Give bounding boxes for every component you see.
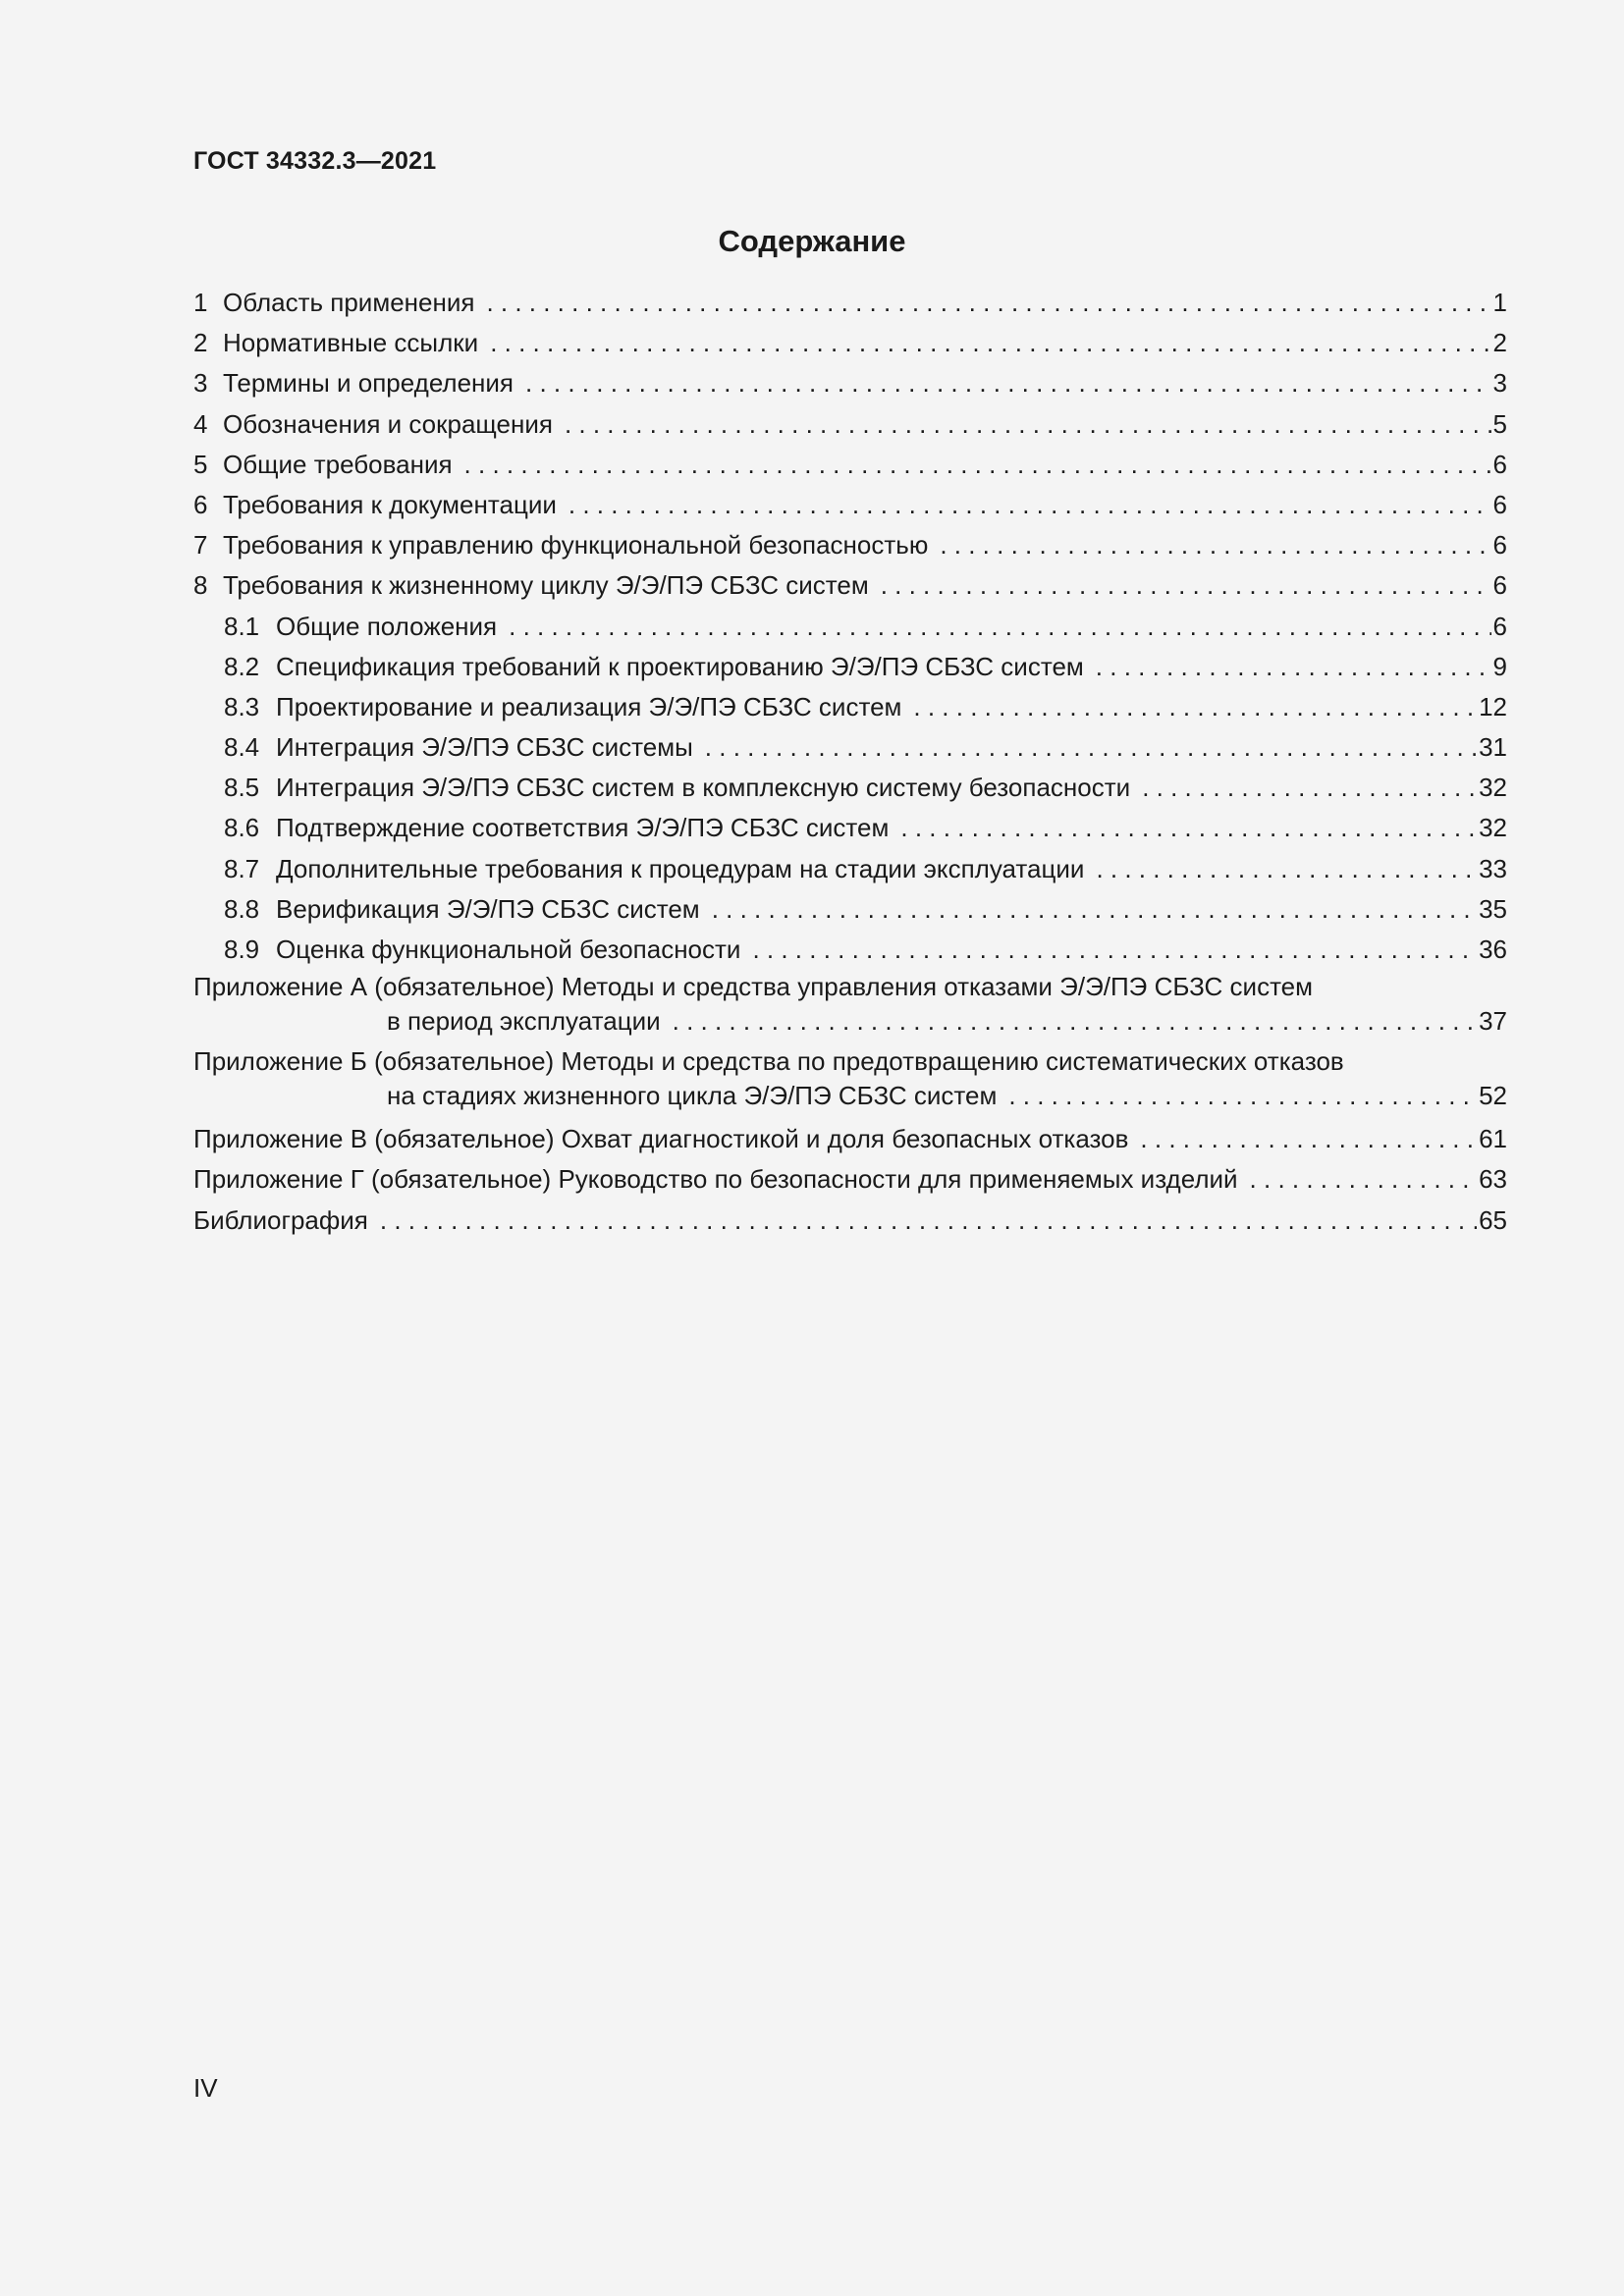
toc-entry-title: Термины и определения xyxy=(223,368,514,399)
toc-entry-title-continued: в период эксплуатации xyxy=(387,1006,661,1037)
toc-entry-page: 6 xyxy=(1492,530,1507,561)
toc-entry-number: 8.6 xyxy=(224,813,260,843)
dot-leader xyxy=(490,323,1490,363)
toc-entry-number: 8.3 xyxy=(224,691,260,721)
dot-leader xyxy=(565,404,1491,445)
toc-entry-number: 6 xyxy=(193,489,208,519)
toc-entry-page: 1 xyxy=(1492,288,1507,317)
toc-entry-title: Приложение Б (обязательное) Методы и средства по предотвращению систематических отказов xyxy=(193,1046,1344,1077)
toc-subentry[interactable] xyxy=(193,727,1507,768)
toc-entry-number: 8.9 xyxy=(224,934,260,964)
toc-entry-page: 32 xyxy=(1479,773,1507,803)
toc-entry-title: Спецификация требований к проектированию Э/Э/ПЭ СБЗС систем xyxy=(276,651,1084,681)
toc-appendix-g[interactable] xyxy=(193,1159,1507,1200)
dot-leader xyxy=(913,687,1477,727)
toc-entry[interactable] xyxy=(193,363,1507,403)
toc-entry[interactable] xyxy=(193,323,1507,363)
toc-entry-title: Интеграция Э/Э/ПЭ СБЗС систем в комплексную систему безопасности xyxy=(276,773,1131,803)
toc-entry[interactable] xyxy=(193,525,1507,565)
toc-entry-page: 65 xyxy=(1479,1204,1507,1235)
dot-leader xyxy=(900,808,1477,848)
toc-entry-page: 6 xyxy=(1492,570,1507,601)
document-id: ГОСТ 34332.3—2021 xyxy=(193,147,437,175)
dot-leader xyxy=(1142,768,1477,808)
dot-leader xyxy=(940,525,1490,565)
dot-leader xyxy=(1250,1159,1478,1200)
table-of-contents xyxy=(193,283,1507,1241)
dot-leader xyxy=(1096,849,1477,889)
dot-leader xyxy=(673,1004,1477,1039)
dot-leader xyxy=(509,607,1490,647)
toc-entry[interactable] xyxy=(193,485,1507,525)
toc-entry-title: Приложение А (обязательное) Методы и средства управления отказами Э/Э/ПЭ СБЗС систем xyxy=(193,972,1314,1002)
toc-entry-number: 8.7 xyxy=(224,853,260,883)
dot-leader xyxy=(752,930,1477,970)
toc-entry-number: 5 xyxy=(193,449,208,479)
toc-entry-page: 52 xyxy=(1479,1081,1507,1111)
toc-entry[interactable] xyxy=(193,445,1507,485)
toc-entry-number: 8.2 xyxy=(224,651,260,681)
toc-entry-title: Общие положения xyxy=(276,611,498,641)
toc-entry-title: Требования к жизненному циклу Э/Э/ПЭ СБЗС систем xyxy=(223,570,869,601)
toc-entry-title: Верификация Э/Э/ПЭ СБЗС систем xyxy=(276,893,700,924)
toc-entry-number: 3 xyxy=(193,368,208,399)
toc-entry-title: Требования к управлению функциональной безопасностью xyxy=(223,530,929,561)
toc-entry[interactable] xyxy=(193,283,1507,323)
toc-entry-number: 8.4 xyxy=(224,732,260,763)
dot-leader xyxy=(568,485,1491,525)
toc-entry-title: Подтверждение соответствия Э/Э/ПЭ СБЗС систем xyxy=(276,813,890,843)
toc-entry-page: 5 xyxy=(1492,408,1507,439)
dot-leader xyxy=(705,727,1477,768)
toc-subentry[interactable] xyxy=(193,607,1507,647)
toc-entry-number: 1 xyxy=(193,288,208,317)
dot-leader xyxy=(1096,647,1491,687)
toc-subentry[interactable] xyxy=(193,849,1507,889)
toc-entry-title: Интеграция Э/Э/ПЭ СБЗС системы xyxy=(276,732,693,763)
toc-appendix-v[interactable] xyxy=(193,1119,1507,1159)
toc-entry-number: 8 xyxy=(193,570,208,601)
toc-subentry[interactable] xyxy=(193,768,1507,808)
toc-entry-number: 2 xyxy=(193,328,208,358)
dot-leader xyxy=(1140,1119,1477,1159)
toc-entry-title: Проектирование и реализация Э/Э/ПЭ СБЗС систем xyxy=(276,691,902,721)
page-number: IV xyxy=(193,2073,218,2103)
toc-entry-title: Область применения xyxy=(223,288,475,317)
dot-leader xyxy=(881,565,1491,606)
toc-entry-page: 6 xyxy=(1492,449,1507,479)
toc-entry-title-continued: на стадиях жизненного цикла Э/Э/ПЭ СБЗС систем xyxy=(387,1081,998,1111)
toc-entry-number: 8.1 xyxy=(224,611,260,641)
toc-entry-number: 4 xyxy=(193,408,208,439)
toc-entry-title: Дополнительные требования к процедурам на стадии эксплуатации xyxy=(276,853,1085,883)
toc-entry-title: Библиография xyxy=(193,1204,368,1235)
toc-entry-page: 61 xyxy=(1479,1124,1507,1154)
toc-entry-page: 32 xyxy=(1479,813,1507,843)
toc-entry-page: 35 xyxy=(1479,893,1507,924)
dot-leader xyxy=(525,363,1491,403)
dot-leader xyxy=(712,889,1477,930)
toc-entry-title: Требования к документации xyxy=(223,489,557,519)
toc-bibliography[interactable] xyxy=(193,1201,1507,1241)
toc-entry-title: Оценка функциональной безопасности xyxy=(276,934,741,964)
toc-entry-page: 6 xyxy=(1492,611,1507,641)
toc-title: Содержание xyxy=(718,224,906,258)
toc-entry-page: 3 xyxy=(1492,368,1507,399)
toc-entry-page: 63 xyxy=(1479,1164,1507,1195)
toc-entry-page: 6 xyxy=(1492,489,1507,519)
dot-leader xyxy=(380,1201,1477,1241)
toc-entry-number: 8.5 xyxy=(224,773,260,803)
toc-entry-number: 7 xyxy=(193,530,208,561)
dot-leader xyxy=(1008,1079,1477,1113)
toc-entry-number: 8.8 xyxy=(224,893,260,924)
toc-entry-page: 9 xyxy=(1492,651,1507,681)
toc-entry-page: 37 xyxy=(1479,1006,1507,1037)
toc-appendix-b[interactable] xyxy=(193,1044,1507,1113)
toc-subentry[interactable] xyxy=(193,889,1507,930)
toc-entry-title: Нормативные ссылки xyxy=(223,328,479,358)
toc-subentry[interactable] xyxy=(193,930,1507,970)
toc-subentry[interactable] xyxy=(193,808,1507,848)
toc-appendix-a[interactable] xyxy=(193,970,1507,1039)
toc-entry-page: 36 xyxy=(1479,934,1507,964)
toc-subentry[interactable] xyxy=(193,647,1507,687)
toc-entry-title: Обозначения и сокращения xyxy=(223,408,553,439)
toc-entry-title: Общие требования xyxy=(223,449,453,479)
toc-entry-page: 12 xyxy=(1479,691,1507,721)
toc-entry-page: 31 xyxy=(1479,732,1507,763)
dot-leader xyxy=(464,445,1491,485)
toc-entry-page: 33 xyxy=(1479,853,1507,883)
toc-entry-title: Приложение В (обязательное) Охват диагностикой и доля безопасных отказов xyxy=(193,1124,1129,1154)
toc-entry-page: 2 xyxy=(1492,328,1507,358)
toc-entry[interactable] xyxy=(193,404,1507,445)
toc-subentry[interactable] xyxy=(193,687,1507,727)
toc-entry[interactable] xyxy=(193,565,1507,606)
dot-leader xyxy=(486,283,1490,323)
toc-entry-title: Приложение Г (обязательное) Руководство по безопасности для применяемых изделий xyxy=(193,1164,1238,1195)
